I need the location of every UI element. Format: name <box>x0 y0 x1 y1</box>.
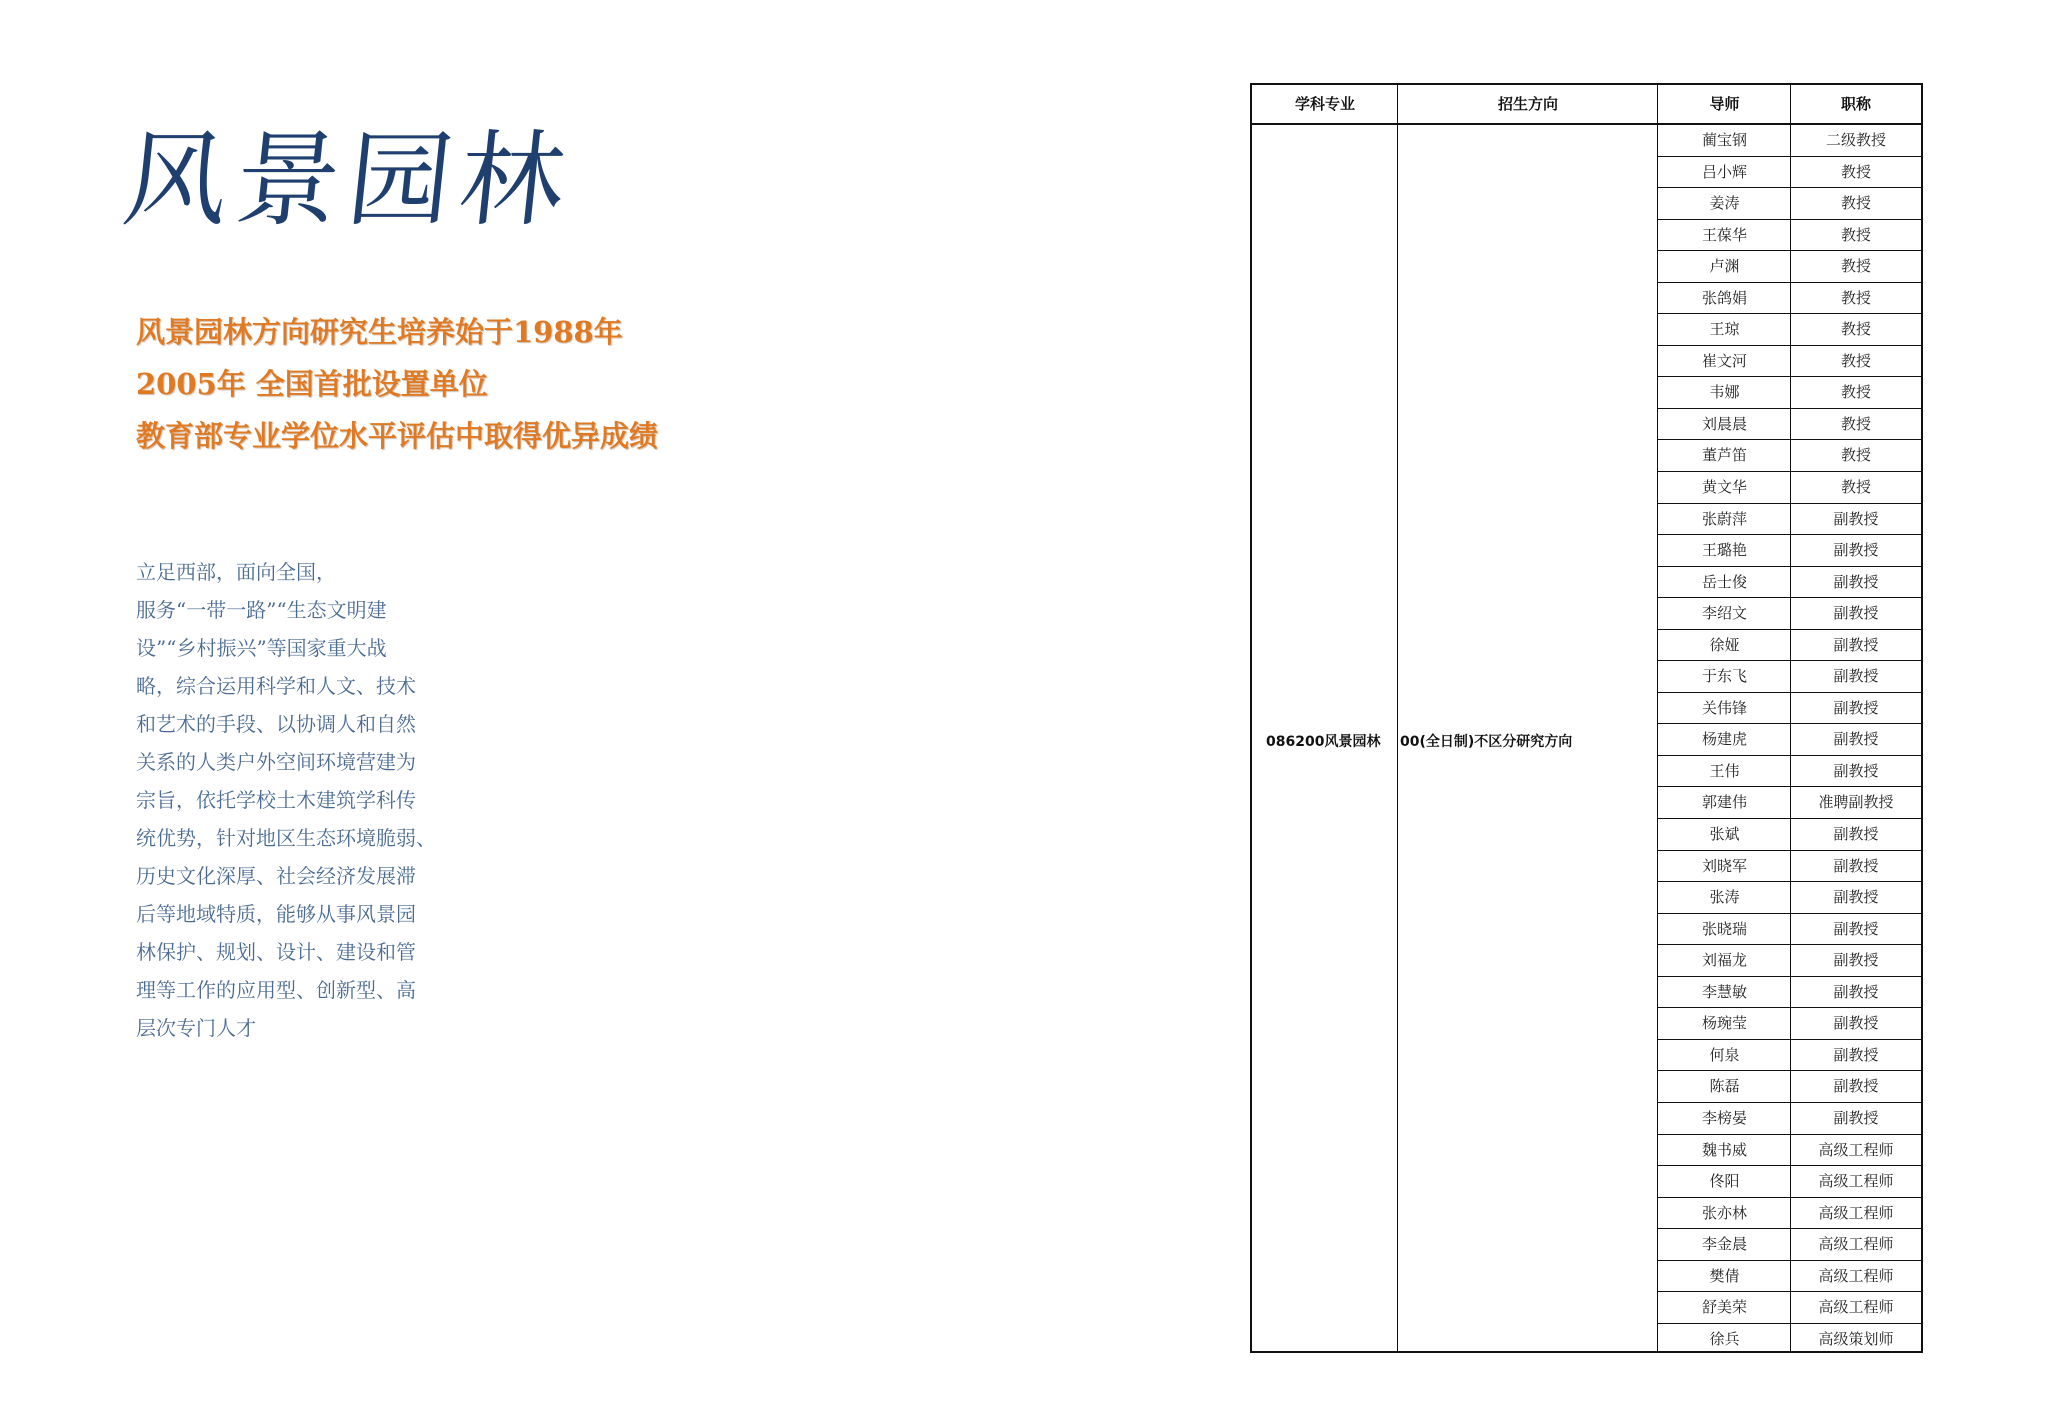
advisor-name: 杨琬莹 <box>1701 1014 1747 1033</box>
table-row <box>1658 693 1921 725</box>
advisor-title: 副教授 <box>1833 888 1879 907</box>
advisor-name: 张斌 <box>1709 825 1740 844</box>
table-row <box>1658 1229 1921 1261</box>
advisor-name: 王葆华 <box>1701 225 1747 244</box>
table-row <box>1658 1198 1921 1230</box>
advisor-name: 郭建伟 <box>1701 793 1747 812</box>
advisor-title: 副教授 <box>1833 635 1879 654</box>
highlights <box>136 306 658 462</box>
description-line: 立足西部，面向全国， <box>136 560 336 584</box>
description-line: 关系的人类户外空间环境营建为 <box>136 750 416 774</box>
advisor-name: 张亦林 <box>1701 1203 1747 1222</box>
table-row <box>1658 567 1921 599</box>
advisor-title: 教授 <box>1840 288 1871 307</box>
table-row <box>1658 157 1921 189</box>
advisor-title: 高级策划师 <box>1818 1329 1894 1348</box>
advisor-title: 副教授 <box>1833 509 1879 528</box>
advisor-title: 高级工程师 <box>1818 1203 1894 1222</box>
advisor-name: 董芦笛 <box>1701 446 1747 465</box>
advisor-title: 教授 <box>1840 162 1871 181</box>
advisor-name: 姜涛 <box>1709 194 1740 213</box>
advisor-name: 卢渊 <box>1709 257 1740 276</box>
table-row <box>1658 882 1921 914</box>
advisor-name: 李绍文 <box>1701 604 1747 623</box>
table-row <box>1658 220 1921 252</box>
advisor-title: 高级工程师 <box>1818 1172 1894 1191</box>
table-row <box>1658 724 1921 756</box>
advisor-name: 韦娜 <box>1709 383 1740 402</box>
advisor-title: 副教授 <box>1833 1077 1879 1096</box>
table-row <box>1658 188 1921 220</box>
advisor-title: 副教授 <box>1833 667 1879 686</box>
table-row <box>1658 787 1921 819</box>
advisor-title: 高级工程师 <box>1818 1266 1894 1285</box>
table-row <box>1658 377 1921 409</box>
table-row <box>1658 661 1921 693</box>
table-row <box>1658 283 1921 315</box>
highlight-line: 风景园林方向研究生培养始于1988年 <box>136 315 623 349</box>
advisor-rows <box>1658 125 1921 1355</box>
table-row <box>1658 756 1921 788</box>
description-line: 层次专门人才 <box>136 1016 256 1040</box>
advisor-name: 刘福龙 <box>1701 951 1747 970</box>
table-row <box>1658 1324 1921 1356</box>
advisor-name: 何泉 <box>1709 1045 1740 1064</box>
advisor-name: 张晓瑞 <box>1701 919 1747 938</box>
advisor-name: 王伟 <box>1709 761 1740 780</box>
table-header <box>1252 85 1921 125</box>
table-row <box>1658 1008 1921 1040</box>
advisor-title: 副教授 <box>1833 951 1879 970</box>
advisor-title: 副教授 <box>1833 1045 1879 1064</box>
table-row <box>1658 945 1921 977</box>
table-row <box>1658 914 1921 946</box>
description-line: 宗旨，依托学校土木建筑学科传 <box>136 788 416 812</box>
advisor-title: 教授 <box>1840 225 1871 244</box>
table-row <box>1658 409 1921 441</box>
description-line: 后等地域特质，能够从事风景园 <box>136 902 416 926</box>
table-row <box>1658 598 1921 630</box>
advisor-name: 刘晨晨 <box>1701 414 1747 433</box>
description <box>136 553 456 1047</box>
table-row <box>1658 1071 1921 1103</box>
advisor-title: 副教授 <box>1833 1014 1879 1033</box>
advisor-title: 二级教授 <box>1825 131 1886 149</box>
table-row <box>1658 440 1921 472</box>
table-row <box>1658 819 1921 851</box>
advisor-title: 副教授 <box>1833 856 1879 875</box>
advisor-title: 教授 <box>1840 478 1871 497</box>
advisor-name: 崔文河 <box>1701 351 1747 370</box>
header-title: 职称 <box>1840 95 1871 113</box>
table-row <box>1658 977 1921 1009</box>
advisor-title: 副教授 <box>1833 730 1879 749</box>
advisor-name: 蔺宝钢 <box>1701 131 1747 149</box>
table-row <box>1658 1261 1921 1293</box>
table-row <box>1658 1292 1921 1324</box>
table-row <box>1658 125 1921 157</box>
highlight-line: 教育部专业学位水平评估中取得优异成绩 <box>136 419 659 453</box>
advisor-name: 王璐艳 <box>1701 541 1747 560</box>
advisor-title: 副教授 <box>1833 1108 1879 1127</box>
description-line: 理等工作的应用型、创新型、高 <box>136 978 416 1002</box>
table-row <box>1658 1103 1921 1135</box>
table-row <box>1658 251 1921 283</box>
table-row <box>1658 851 1921 883</box>
advisor-name: 李金晨 <box>1701 1235 1747 1254</box>
advisor-title: 教授 <box>1840 194 1871 213</box>
column-divider <box>1397 85 1398 1351</box>
advisor-name: 舒美荣 <box>1701 1298 1747 1317</box>
advisor-title: 副教授 <box>1833 761 1879 780</box>
header-direction: 招生方向 <box>1497 95 1558 113</box>
advisor-title: 教授 <box>1840 351 1871 370</box>
description-line: 和艺术的手段、以协调人和自然 <box>136 712 416 736</box>
advisor-name: 黄文华 <box>1701 478 1747 497</box>
advisor-title: 教授 <box>1840 446 1871 465</box>
advisor-name: 于东飞 <box>1701 667 1747 686</box>
advisor-name: 张涛 <box>1709 888 1740 907</box>
intro-panel <box>0 0 1000 1417</box>
advisor-title: 高级工程师 <box>1818 1235 1894 1254</box>
table-row <box>1658 314 1921 346</box>
table-row <box>1658 630 1921 662</box>
table-row <box>1658 472 1921 504</box>
direction-cell: 00(全日制)不区分研究方向 <box>1400 734 1573 750</box>
table-row <box>1658 346 1921 378</box>
advisor-name: 徐娅 <box>1709 635 1740 654</box>
advisor-name: 张鸽娟 <box>1701 288 1747 307</box>
advisor-name: 魏书威 <box>1701 1140 1747 1159</box>
table-row <box>1658 504 1921 536</box>
advisor-title: 教授 <box>1840 414 1871 433</box>
advisor-name: 樊倩 <box>1709 1266 1740 1285</box>
major-cell: 086200风景园林 <box>1266 734 1381 750</box>
description-line: 历史文化深厚、社会经济发展滞 <box>136 864 416 888</box>
advisor-name: 王琼 <box>1709 320 1740 339</box>
description-line: 略，综合运用科学和人文、技术 <box>136 674 416 698</box>
table-row <box>1658 535 1921 567</box>
advisor-name: 李慧敏 <box>1701 982 1747 1001</box>
advisor-title: 教授 <box>1840 257 1871 276</box>
advisor-title: 副教授 <box>1833 698 1879 717</box>
advisor-title: 副教授 <box>1833 541 1879 560</box>
header-advisor: 导师 <box>1709 95 1740 113</box>
advisor-table <box>1250 83 1923 1353</box>
advisor-title: 副教授 <box>1833 919 1879 938</box>
advisor-name: 佟阳 <box>1709 1172 1740 1191</box>
table-row <box>1658 1135 1921 1167</box>
description-line: 林保护、规划、设计、建设和管 <box>136 940 416 964</box>
table-row <box>1658 1040 1921 1072</box>
advisor-title: 教授 <box>1840 320 1871 339</box>
page-title: 风景园林 <box>117 119 579 241</box>
header-major: 学科专业 <box>1294 95 1355 113</box>
advisor-name: 李榜晏 <box>1701 1108 1747 1127</box>
description-line: 设”“乡村振兴”等国家重大战 <box>136 636 387 660</box>
advisor-name: 关伟锋 <box>1701 698 1747 717</box>
description-line: 服务“一带一路”“生态文明建 <box>136 598 387 622</box>
advisor-name: 杨建虎 <box>1701 730 1747 749</box>
advisor-title: 副教授 <box>1833 572 1879 591</box>
advisor-title: 准聘副教授 <box>1818 793 1894 812</box>
highlight-line: 2005年 全国首批设置单位 <box>136 367 488 401</box>
advisor-name: 陈磊 <box>1709 1077 1740 1096</box>
advisor-title: 高级工程师 <box>1818 1298 1894 1317</box>
advisor-title: 高级工程师 <box>1818 1140 1894 1159</box>
advisor-title: 副教授 <box>1833 604 1879 623</box>
advisor-name: 吕小辉 <box>1701 162 1747 181</box>
description-line: 统优势，针对地区生态环境脆弱、 <box>136 826 436 850</box>
advisor-name: 徐兵 <box>1709 1329 1740 1348</box>
table-row <box>1658 1166 1921 1198</box>
advisor-title: 副教授 <box>1833 825 1879 844</box>
advisor-name: 刘晓军 <box>1701 856 1747 875</box>
advisor-name: 张蔚萍 <box>1701 509 1747 528</box>
advisor-title: 副教授 <box>1833 982 1879 1001</box>
advisor-title: 教授 <box>1840 383 1871 402</box>
advisor-name: 岳士俊 <box>1701 572 1747 591</box>
